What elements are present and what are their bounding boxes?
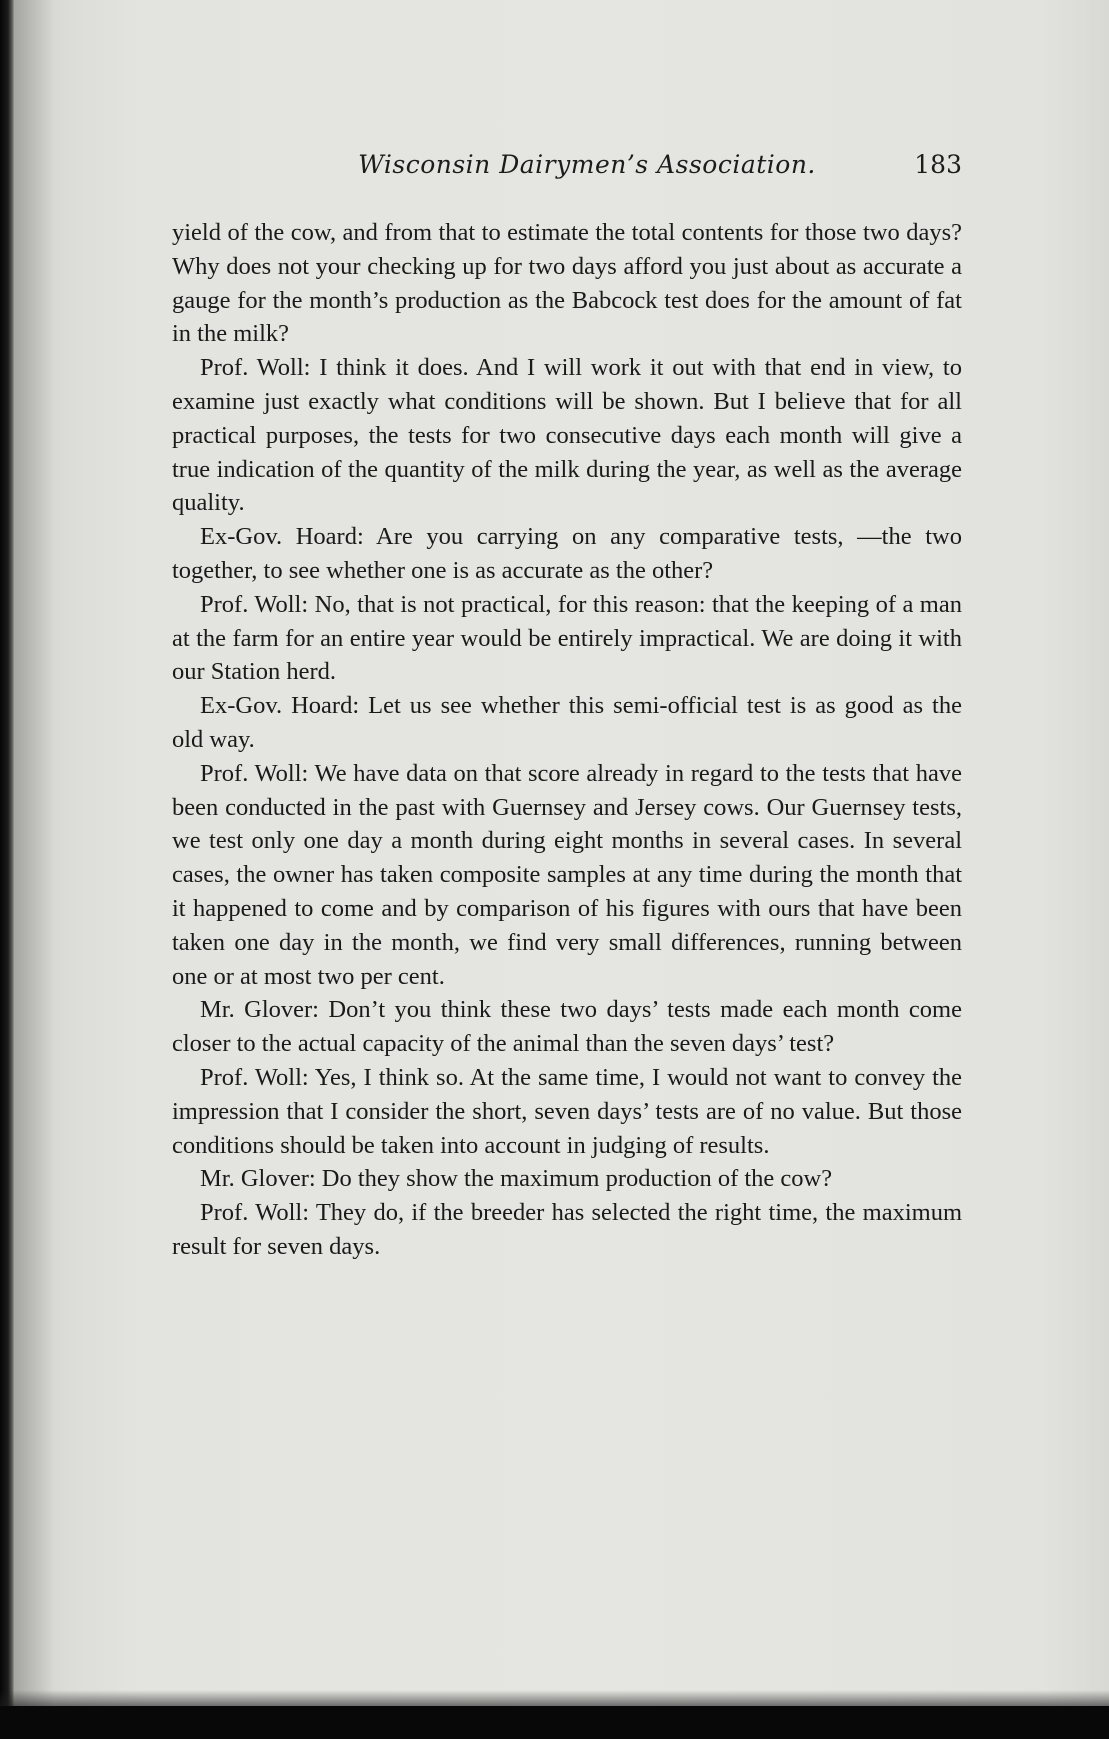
paragraph: Mr. Glover: Don’t you think these two days’ tests made each month come closer to the actual capacity of the animal than the seven days’ test? <box>172 996 962 1058</box>
running-title: Wisconsin Dairymen’s Association. <box>358 150 816 179</box>
page-number: 183 <box>914 150 962 179</box>
paragraph: Prof. Woll: We have data on that score already in regard to the tests that have been conducted in the past with Guernsey and Jersey cows. Our Guernsey tests, we test only one day a month during eight months in several cases. In several cases, the owner has taken composite samples at any time during the month that it happened to come and by comparison of his figures with ours that have been taken one day in the month, we find very small differences, running between one or at most two per cent. <box>172 759 962 990</box>
paragraph: Prof. Woll: Yes, I think so. At the same time, I would not want to convey the impression that I consider the short, seven days’ tests are of no value. But those conditions should be taken into account in judging of results. <box>172 1063 962 1159</box>
spine-shadow <box>14 0 54 1739</box>
page-body <box>172 216 962 1264</box>
paragraph: Prof. Woll: They do, if the breeder has selected the right time, the maximum result for seven days. <box>172 1199 962 1260</box>
paragraph: Ex-Gov. Hoard: Let us see whether this semi-official test is as good as the old way. <box>172 692 962 753</box>
paragraph: yield of the cow, and from that to estimate the total contents for those two days? Why does not your checking up for two days afford you just about as accurate a gauge for the month’s production as the Babcock test does for the amount of fat in the milk? <box>172 219 962 348</box>
book-spine <box>0 0 14 1739</box>
paragraph: Mr. Glover: Do they show the maximum production of the cow? <box>200 1165 833 1193</box>
bottom-shadow <box>0 1690 1109 1706</box>
page-header <box>172 150 962 186</box>
scan-bottom-edge <box>0 1706 1109 1739</box>
paragraph: Prof. Woll: No, that is not practical, for this reason: that the keeping of a man at the farm for an entire year would be entirely impractical. We are doing it with our Station herd. <box>172 590 962 686</box>
paragraph: Prof. Woll: I think it does. And I will work it out with that end in view, to examine just exactly what conditions will be shown. But I believe that for all practical purposes, the tests for two consecutive days each month will give a true indication of the quantity of the milk during the year, as well as the average quality. <box>172 354 962 517</box>
paragraph: Ex-Gov. Hoard: Are you carrying on any comparative tests, —the two together, to see whether one is as accurate as the other? <box>172 523 962 584</box>
